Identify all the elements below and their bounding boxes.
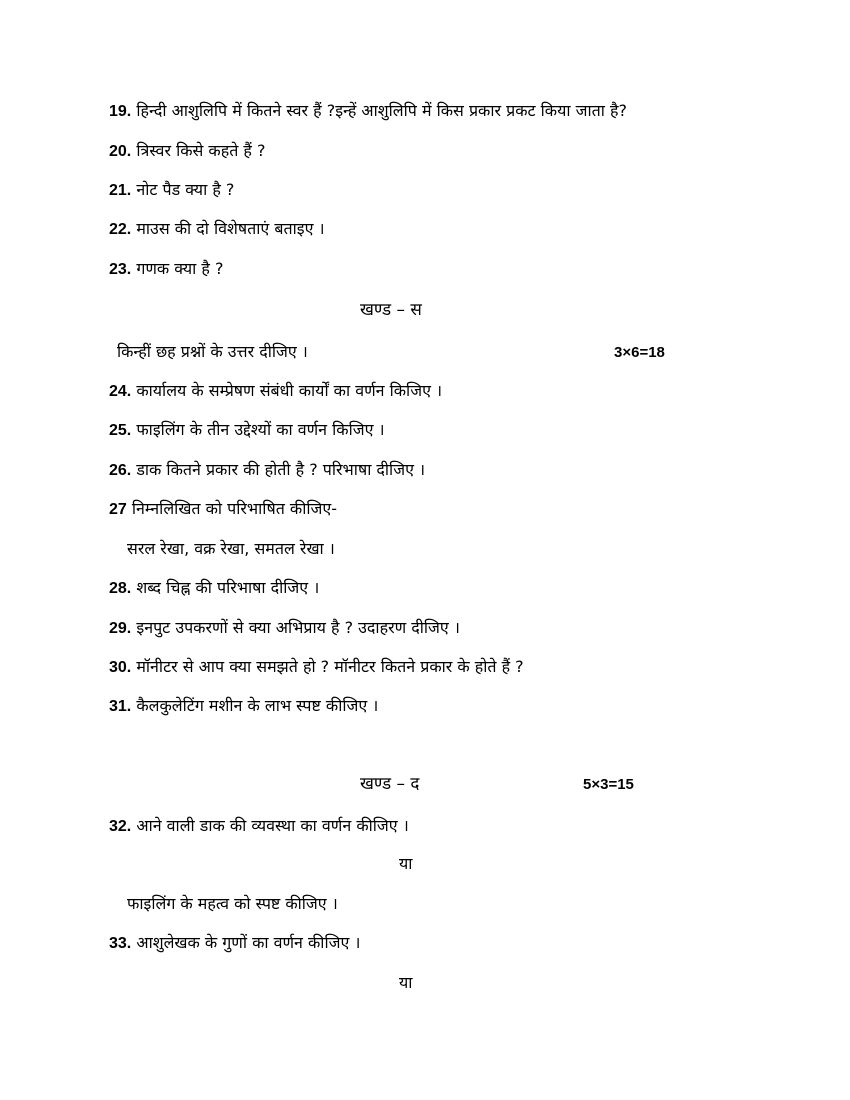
question-31 [109,695,378,718]
question-text: हिन्दी आशुलिपि में कितने स्वर हैं ?इन्हें आशुलिपि में किस प्रकार प्रकट किया जाता है? [136,101,627,120]
question-27-items [127,538,335,560]
question-text: कार्यालय के सम्प्रेषण संबंधी कार्यों का वर्णन किजिए । [136,381,443,400]
question-number: 21. [109,182,132,199]
question-22 [109,218,325,241]
question-text: नोट पैड क्या है ? [136,180,235,199]
question-number: 27 [109,501,127,518]
question-text: गणक क्या है ? [136,259,224,278]
section-s-heading: खण्ड – स [360,300,422,320]
question-text: फाइलिंग के तीन उद्देश्यों का वर्णन किजिए । [136,420,385,439]
question-24 [109,380,442,403]
question-text: निम्नलिखित को परिभाषित कीजिए- [131,499,337,518]
question-number: 20. [109,143,132,160]
question-number: 19. [109,103,132,120]
question-number: 26. [109,462,132,479]
section-d-marks: 5×3=15 [583,776,634,793]
question-text: माउस की दो विशेषताएं बताइए । [136,219,325,238]
question-text: आशुलेखक के गुणों का वर्णन कीजिए । [136,933,361,952]
question-29 [109,617,460,640]
or-separator: या [399,973,413,992]
question-text: कैलकुलेटिंग मशीन के लाभ स्पष्ट कीजिए । [136,696,379,715]
question-text: मॉनीटर से आप क्या समझते हो ? मॉनीटर कितने प्रकार के होते हैं ? [136,657,524,676]
section-s-marks: 3×6=18 [614,344,665,361]
question-number: 29. [109,620,132,637]
question-number: 31. [109,698,132,715]
question-27 [109,498,337,521]
question-25 [109,419,385,442]
question-number: 30. [109,659,132,676]
question-text: सरल रेखा, वक्र रेखा, समतल रेखा । [127,539,335,558]
section-d-heading: खण्ड – द [360,774,420,794]
question-32 [109,815,409,838]
question-number: 33. [109,935,132,952]
question-number: 28. [109,580,132,597]
question-19 [109,100,627,123]
question-32-alternative [127,893,338,915]
or-separator: या [399,854,413,873]
question-text: डाक कितने प्रकार की होती है ? परिभाषा दीजिए । [136,460,426,479]
question-20 [109,140,265,163]
question-text: फाइलिंग के महत्व को स्पष्ट कीजिए । [127,894,338,913]
question-text: आने वाली डाक की व्यवस्था का वर्णन कीजिए । [136,816,409,835]
question-number: 24. [109,383,132,400]
question-text: त्रिस्वर किसे कहते हैं ? [136,141,266,160]
question-23 [109,258,223,281]
question-28 [109,577,319,600]
question-26 [109,459,425,482]
question-number: 23. [109,261,132,278]
question-number: 22. [109,221,132,238]
section-s-instruction: किन्हीं छह प्रश्नों के उत्तर दीजिए । [117,342,308,361]
question-number: 32. [109,818,132,835]
question-33 [109,932,360,955]
question-text: इनपुट उपकरणों से क्या अभिप्राय है ? उदाहरण दीजिए । [136,618,460,637]
question-21 [109,179,234,202]
question-text: शब्द चिह्न की परिभाषा दीजिए । [136,578,320,597]
question-number: 25. [109,422,132,439]
question-30 [109,656,524,679]
